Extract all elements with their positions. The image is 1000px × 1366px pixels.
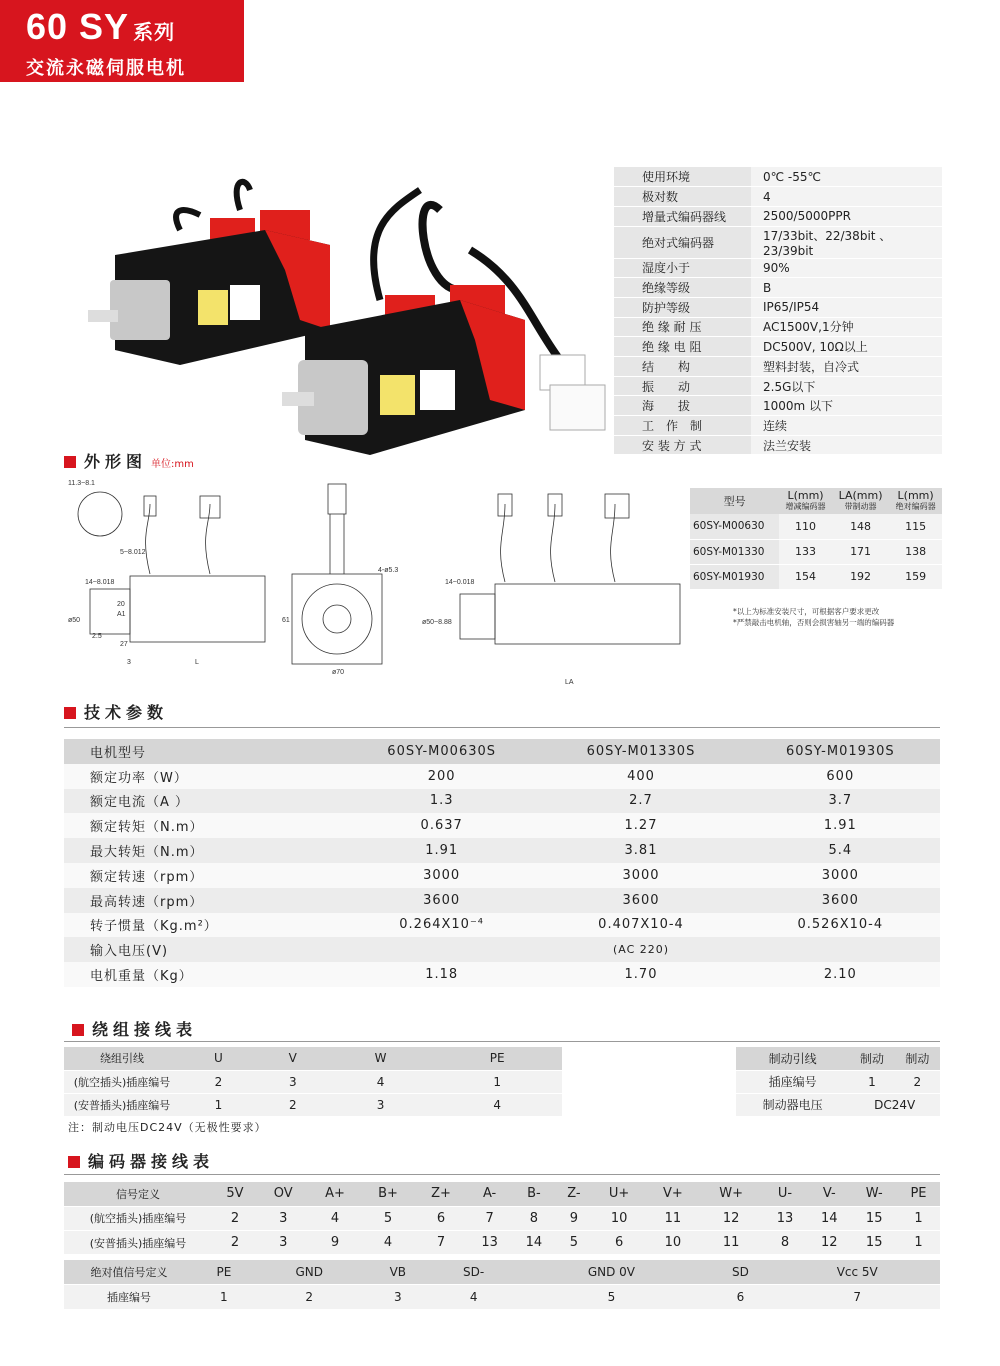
dim-label-11: 4-ø5.3 (378, 567, 399, 574)
spec-value: 法兰安装 (751, 435, 942, 455)
table-cell: 6 (592, 1231, 647, 1255)
dim-label-3: 14~8.018 (85, 579, 115, 586)
brake-header-1: 制动 (849, 1047, 894, 1070)
table-cell: 9 (556, 1206, 592, 1230)
spec-value: AC1500V,1分钟 (751, 317, 942, 337)
table-cell: 3 (258, 1231, 309, 1255)
tech-cell: 0.637 (342, 813, 541, 838)
table-row (64, 863, 940, 888)
tech-table (64, 739, 940, 987)
tech-cell: 0.526X10-4 (741, 913, 940, 938)
tech-cell: 1.91 (741, 813, 940, 838)
tech-cell: 1.91 (342, 838, 541, 863)
dim-cell: 115 (889, 514, 942, 539)
section-outline-title: 外形图 (84, 452, 148, 471)
dim-header (690, 488, 779, 514)
dim-label-15: ø50~8.88 (422, 619, 452, 626)
dim-cell: 110 (779, 514, 832, 539)
spec-value: 90% (751, 258, 942, 278)
table-cell: W- (851, 1182, 897, 1206)
table-cell: 6 (414, 1206, 467, 1230)
tech-cell: 1.3 (342, 789, 541, 814)
table-cell: 2 (257, 1093, 329, 1116)
spec-value: DC500V, 10Ω以上 (751, 337, 942, 357)
table-cell: 3 (257, 1070, 329, 1093)
series-name: 60 SY (26, 6, 130, 47)
absolute-table (64, 1260, 940, 1310)
spec-label: 安 装 方 式 (614, 435, 751, 455)
divider (64, 1041, 940, 1042)
dim-cell: 60SY-M01330 (690, 539, 779, 564)
tech-cell: 5.4 (741, 838, 940, 863)
tech-cell: 3000 (541, 863, 740, 888)
table-cell: U- (763, 1182, 807, 1206)
table-cell: 7 (414, 1231, 467, 1255)
section-winding (72, 1017, 197, 1040)
dim-header-main: L(mm) (787, 489, 824, 502)
dim-header-main: L(mm) (897, 489, 934, 502)
tech-cell: 额定功率（W） (64, 764, 342, 789)
table-cell: B- (512, 1182, 556, 1206)
tech-cell: 3600 (541, 888, 740, 913)
table-cell: 4 (329, 1070, 433, 1093)
spec-row (614, 297, 942, 317)
spec-row (614, 226, 942, 258)
dim-header (779, 488, 832, 514)
dim-header-sub: 增减编码器 (785, 502, 826, 511)
table-cell: 11 (646, 1206, 699, 1230)
tech-cell: 电机重量（Kg） (64, 962, 342, 987)
spec-value: 4 (751, 187, 942, 207)
brake-socket-2: 2 (895, 1070, 940, 1093)
tech-cell: 200 (342, 764, 541, 789)
tech-cell: 2.10 (741, 962, 940, 987)
tech-cell: 2.7 (541, 789, 740, 814)
tech-cell: 1.27 (541, 813, 740, 838)
table-cell: Z+ (414, 1182, 467, 1206)
outline-unit: 单位:mm (151, 459, 194, 470)
tech-cell: 最大转矩（N.m） (64, 838, 342, 863)
table-cell: 12 (699, 1206, 763, 1230)
dimension-table (690, 488, 942, 590)
table-row (64, 1182, 940, 1206)
tech-cell: 输入电压(V) (64, 937, 342, 962)
table-cell: 15 (851, 1206, 897, 1230)
spec-value: 0℃ -55℃ (751, 167, 942, 187)
table-cell: 4 (309, 1206, 362, 1230)
table-cell: 10 (592, 1206, 647, 1230)
tech-cell: 3000 (342, 863, 541, 888)
table-cell: 2 (212, 1206, 258, 1230)
dim-cell: 60SY-M00630 (690, 514, 779, 539)
tech-cell: 1.18 (342, 962, 541, 987)
table-cell: 14 (807, 1206, 851, 1230)
encoder-table (64, 1182, 940, 1255)
spec-row (614, 187, 942, 207)
dim-label-12: 61 (282, 617, 290, 624)
dim-cell: 148 (832, 514, 889, 539)
table-row (64, 838, 940, 863)
tech-cell: 最高转速（rpm） (64, 888, 342, 913)
table-cell: 3 (365, 1285, 431, 1310)
section-encoder-title: 编码器接线表 (88, 1152, 215, 1171)
tech-cell: 转子惯量（Kg.m²） (64, 913, 342, 938)
table-cell: (安普插头)插座编号 (64, 1093, 180, 1116)
table-cell: A+ (309, 1182, 362, 1206)
spec-row (614, 416, 942, 436)
series-suffix: 系列 (133, 20, 176, 44)
dim-label-13: ø70 (332, 669, 345, 676)
table-cell: (航空插头)插座编号 (64, 1206, 212, 1230)
table-cell: 2 (180, 1070, 257, 1093)
tech-cell: 3600 (741, 888, 940, 913)
dim-label-8: 27 (120, 641, 128, 648)
table-row (64, 1093, 562, 1116)
table-cell: 1 (180, 1093, 257, 1116)
tech-cell: 0.264X10⁻⁴ (342, 913, 541, 938)
table-cell: Z- (556, 1182, 592, 1206)
table-cell: 5V (212, 1182, 258, 1206)
table-row (64, 888, 940, 913)
table-cell: W+ (699, 1182, 763, 1206)
brake-socket-1: 1 (849, 1070, 894, 1093)
tech-cell: 600 (741, 764, 940, 789)
table-row (64, 1070, 562, 1093)
dim-label-9: 3 (127, 659, 131, 666)
spec-value: 17/33bit、22/38bit 、23/39bit (751, 226, 942, 258)
spec-label: 绝缘等级 (614, 278, 751, 298)
spec-label: 使用环境 (614, 167, 751, 187)
dim-header (889, 488, 942, 514)
table-cell: 14 (512, 1231, 556, 1255)
divider (64, 1174, 940, 1175)
table-cell: 8 (763, 1231, 807, 1255)
table-cell: 绕组引线 (64, 1047, 180, 1070)
table-cell: V (257, 1047, 329, 1070)
table-row (64, 962, 940, 987)
brake-header-label: 制动引线 (736, 1047, 849, 1070)
dim-label-4: ø50 (68, 617, 81, 624)
series-banner (0, 0, 244, 82)
table-row (690, 514, 942, 539)
table-cell: PE (194, 1260, 254, 1285)
dim-label-2: 5~8.012 (120, 549, 146, 556)
table-row (64, 789, 940, 814)
motor-photos (60, 170, 620, 460)
table-cell: PE (897, 1182, 940, 1206)
table-row (690, 539, 942, 564)
table-cell: 4 (431, 1285, 516, 1310)
spec-value: 塑料封装，自冷式 (751, 357, 942, 377)
dim-label-5: 20 (117, 601, 125, 608)
table-cell: 1 (897, 1206, 940, 1230)
dim-cell: 171 (832, 539, 889, 564)
dim-cell: 154 (779, 564, 832, 589)
tech-cell: 400 (541, 764, 740, 789)
table-cell: U (180, 1047, 257, 1070)
table-row (64, 1231, 940, 1255)
dim-header-main: LA(mm) (838, 489, 883, 502)
table-row (64, 913, 940, 938)
note-line-2: *严禁敲击电机轴，否则会损害轴另一端的编码器 (733, 618, 895, 627)
table-cell: 插座编号 (64, 1285, 194, 1310)
spec-value: B (751, 278, 942, 298)
table-cell: 11 (699, 1231, 763, 1255)
motor-image-2 (282, 190, 605, 455)
table-cell: 1 (432, 1070, 562, 1093)
dim-label-7: 2.5 (92, 633, 102, 640)
tech-cell: 1.70 (541, 962, 740, 987)
spec-row (614, 258, 942, 278)
spec-value: 2.5G以下 (751, 376, 942, 396)
spec-table (614, 167, 942, 455)
table-cell: 7 (774, 1285, 940, 1310)
table-cell: 绝对值信号定义 (64, 1260, 194, 1285)
tech-cell: 额定转速（rpm） (64, 863, 342, 888)
table-cell: 1 (194, 1285, 254, 1310)
dim-label-6: A1 (117, 611, 126, 618)
spec-label: 绝 缘 耐 压 (614, 317, 751, 337)
dim-header-sub: 带制动器 (844, 502, 877, 511)
winding-table (64, 1047, 562, 1117)
tech-cell: (AC 220) (342, 937, 940, 962)
table-cell: 13 (467, 1231, 511, 1255)
brake-voltage-value: DC24V (849, 1093, 940, 1116)
dim-cell: 60SY-M01930 (690, 564, 779, 589)
spec-row (614, 337, 942, 357)
dimension-notes (733, 606, 894, 628)
table-cell: 6 (707, 1285, 775, 1310)
table-cell: GND (254, 1260, 365, 1285)
spec-value: 1000m 以下 (751, 396, 942, 416)
table-cell: (航空插头)插座编号 (64, 1070, 180, 1093)
winding-note: 注：制动电压DC24V（无极性要求） (68, 1121, 267, 1134)
table-cell: 13 (763, 1206, 807, 1230)
spec-value: 连续 (751, 416, 942, 436)
dim-cell: 159 (889, 564, 942, 589)
dim-cell: 138 (889, 539, 942, 564)
tech-cell: 3000 (741, 863, 940, 888)
tech-cell: 0.407X10-4 (541, 913, 740, 938)
spec-row (614, 376, 942, 396)
dim-cell: 192 (832, 564, 889, 589)
spec-value: IP65/IP54 (751, 297, 942, 317)
dim-label-1: 11.3~8.1 (68, 480, 95, 487)
motor-image-1 (88, 182, 330, 365)
section-outline (64, 449, 194, 472)
tech-header: 60SY-M00630S (342, 739, 541, 764)
tech-cell: 3.81 (541, 838, 740, 863)
tech-cell: 额定转矩（N.m） (64, 813, 342, 838)
table-cell: (安普插头)插座编号 (64, 1231, 212, 1255)
table-cell: 5 (556, 1231, 592, 1255)
table-cell: 7 (467, 1206, 511, 1230)
spec-label: 增量式编码器线 (614, 206, 751, 226)
table-cell: GND 0V (516, 1260, 706, 1285)
spec-label: 绝 缘 电 阻 (614, 337, 751, 357)
table-cell: 5 (516, 1285, 706, 1310)
table-cell: U+ (592, 1182, 647, 1206)
tech-cell: 3600 (342, 888, 541, 913)
table-cell: 8 (512, 1206, 556, 1230)
table-cell: 12 (807, 1231, 851, 1255)
spec-row (614, 357, 942, 377)
tech-header: 60SY-M01330S (541, 739, 740, 764)
dim-cell: 133 (779, 539, 832, 564)
spec-label: 工 作 制 (614, 416, 751, 436)
table-row (64, 813, 940, 838)
series-subtitle: 交流永磁伺服电机 (26, 58, 186, 79)
table-cell: VB (365, 1260, 431, 1285)
tech-header: 电机型号 (64, 739, 342, 764)
spec-label: 振 动 (614, 376, 751, 396)
table-cell: Vcc 5V (774, 1260, 940, 1285)
tech-cell: 3.7 (741, 789, 940, 814)
spec-row (614, 206, 942, 226)
outline-drawings (60, 474, 690, 689)
table-row (64, 937, 940, 962)
table-cell: 9 (309, 1231, 362, 1255)
dim-label-14: 14~0.018 (445, 579, 475, 586)
table-cell: 2 (212, 1231, 258, 1255)
table-cell: SD (707, 1260, 775, 1285)
table-cell: 4 (361, 1231, 414, 1255)
dim-header-main: 型号 (723, 494, 746, 508)
spec-row (614, 396, 942, 416)
table-row (64, 764, 940, 789)
table-row (64, 1260, 940, 1285)
table-cell: 15 (851, 1231, 897, 1255)
table-row (64, 1047, 562, 1070)
spec-label: 极对数 (614, 187, 751, 207)
spec-label: 湿度小于 (614, 258, 751, 278)
spec-label: 结 构 (614, 357, 751, 377)
section-tech (64, 700, 168, 723)
table-cell: OV (258, 1182, 309, 1206)
tech-cell: 额定电流（A ） (64, 789, 342, 814)
table-cell: V- (807, 1182, 851, 1206)
table-cell: 4 (432, 1093, 562, 1116)
table-cell: 1 (897, 1231, 940, 1255)
spec-row (614, 278, 942, 298)
spec-label: 绝对式编码器 (614, 226, 751, 258)
spec-row (614, 317, 942, 337)
spec-label: 海 拔 (614, 396, 751, 416)
spec-value: 2500/5000PPR (751, 206, 942, 226)
divider (64, 727, 940, 728)
table-cell: 信号定义 (64, 1182, 212, 1206)
table-cell: PE (432, 1047, 562, 1070)
series-title (26, 8, 244, 51)
brake-voltage-label: 制动器电压 (736, 1093, 849, 1116)
table-cell: 3 (329, 1093, 433, 1116)
section-winding-title: 绕组接线表 (92, 1020, 198, 1039)
brake-table (736, 1047, 940, 1117)
brake-header-2: 制动 (895, 1047, 940, 1070)
table-cell: A- (467, 1182, 511, 1206)
dim-header-sub: 绝对编码器 (895, 502, 936, 511)
note-line-1: *以上为标准安装尺寸，可根据客户要求更改 (733, 607, 880, 616)
spec-label: 防护等级 (614, 297, 751, 317)
dim-label-10: L (195, 659, 199, 666)
brake-socket-label: 插座编号 (736, 1070, 849, 1093)
table-cell: 5 (361, 1206, 414, 1230)
dim-header (832, 488, 889, 514)
table-cell: B+ (361, 1182, 414, 1206)
table-row (64, 1206, 940, 1230)
table-cell: SD- (431, 1260, 516, 1285)
table-cell: V+ (646, 1182, 699, 1206)
table-cell: W (329, 1047, 433, 1070)
section-encoder (68, 1149, 214, 1172)
spec-row (614, 167, 942, 187)
section-tech-title: 技术参数 (84, 703, 169, 722)
tech-header: 60SY-M01930S (741, 739, 940, 764)
table-cell: 3 (258, 1206, 309, 1230)
table-cell: 2 (254, 1285, 365, 1310)
table-row (690, 564, 942, 589)
dim-label-16: LA (565, 679, 574, 686)
spec-row (614, 435, 942, 455)
table-cell: 10 (646, 1231, 699, 1255)
table-row (64, 1285, 940, 1310)
